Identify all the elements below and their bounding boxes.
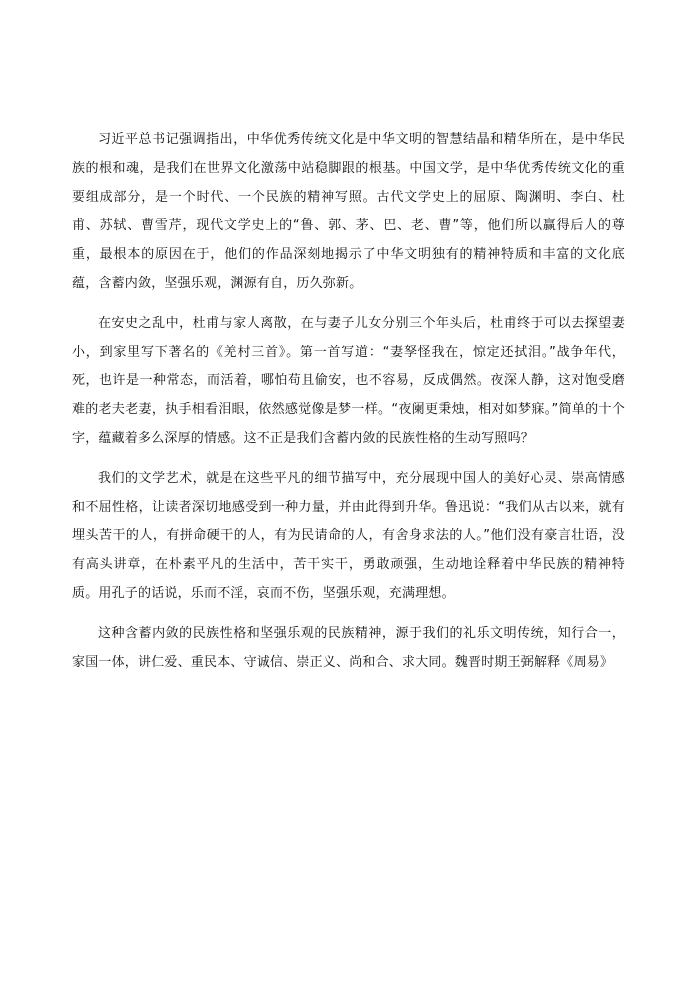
paragraph-1: 习近平总书记强调指出，中华优秀传统文化是中华文明的智慧结晶和精华所在，是中华民族的根和魂，是我们在世界文化激荡中站稳脚跟的根基。中国文学，是中华优秀传统文化的重要组成部分，是一个时代、一个民族的精神写照。古代文学史上的屈原、陶渊明、李白、杜甫、苏轼、曹雪芹，现代文学史上的“鲁、郭、茅、巴、老、曹”等，他们所以赢得后人的尊重，最根本的原因在于，他们的作品深刻地揭示了中华文明独有的精神特质和丰富的文化底蕴，含蓄内敛，坚强乐观，渊源有自，历久弥新。	[72, 132, 625, 291]
document-body	[72, 126, 625, 688]
paragraph-4: 这种含蓄内敛的民族性格和坚强乐观的民族精神，源于我们的礼乐文明传统，知行合一，家国一体，讲仁爱、重民本、守诚信、崇正义、尚和合、求大同。魏晋时期王弼解释《周易》	[72, 625, 625, 670]
paragraph-2: 在安史之乱中，杜甫与家人离散，在与妻子儿女分别三个年头后，杜甫终于可以去探望妻小，到家里写下著名的《羌村三首》。第一首写道：“妻孥怪我在，惊定还拭泪。”战争年代，死，也许是一种常态，而活着，哪怕苟且偷安，也不容易，反成偶然。夜深人静，这对饱受磨难的老夫老妻，执手相看泪眼，依然感觉像是梦一样。“夜阑更秉烛，相对如梦寐。”简单的十个字，蕴藏着多么深厚的情感。这不正是我们含蓄内敛的民族性格的生动写照吗？	[72, 315, 625, 446]
paragraph-3: 我们的文学艺术，就是在这些平凡的细节描写中，充分展现中国人的美好心灵、崇高情感和不屈性格，让读者深切地感受到一种力量，并由此得到升华。鲁迅说：“我们从古以来，就有埋头苦干的人，有拼命硬干的人，有为民请命的人，有舍身求法的人。”他们没有豪言壮语，没有高头讲章，在朴素平凡的生活中，苦干实干，勇敢顽强，生动地诠释着中华民族的精神特质。用孔子的话说，乐而不淫，哀而不伤，坚强乐观，充满理想。	[72, 470, 625, 601]
